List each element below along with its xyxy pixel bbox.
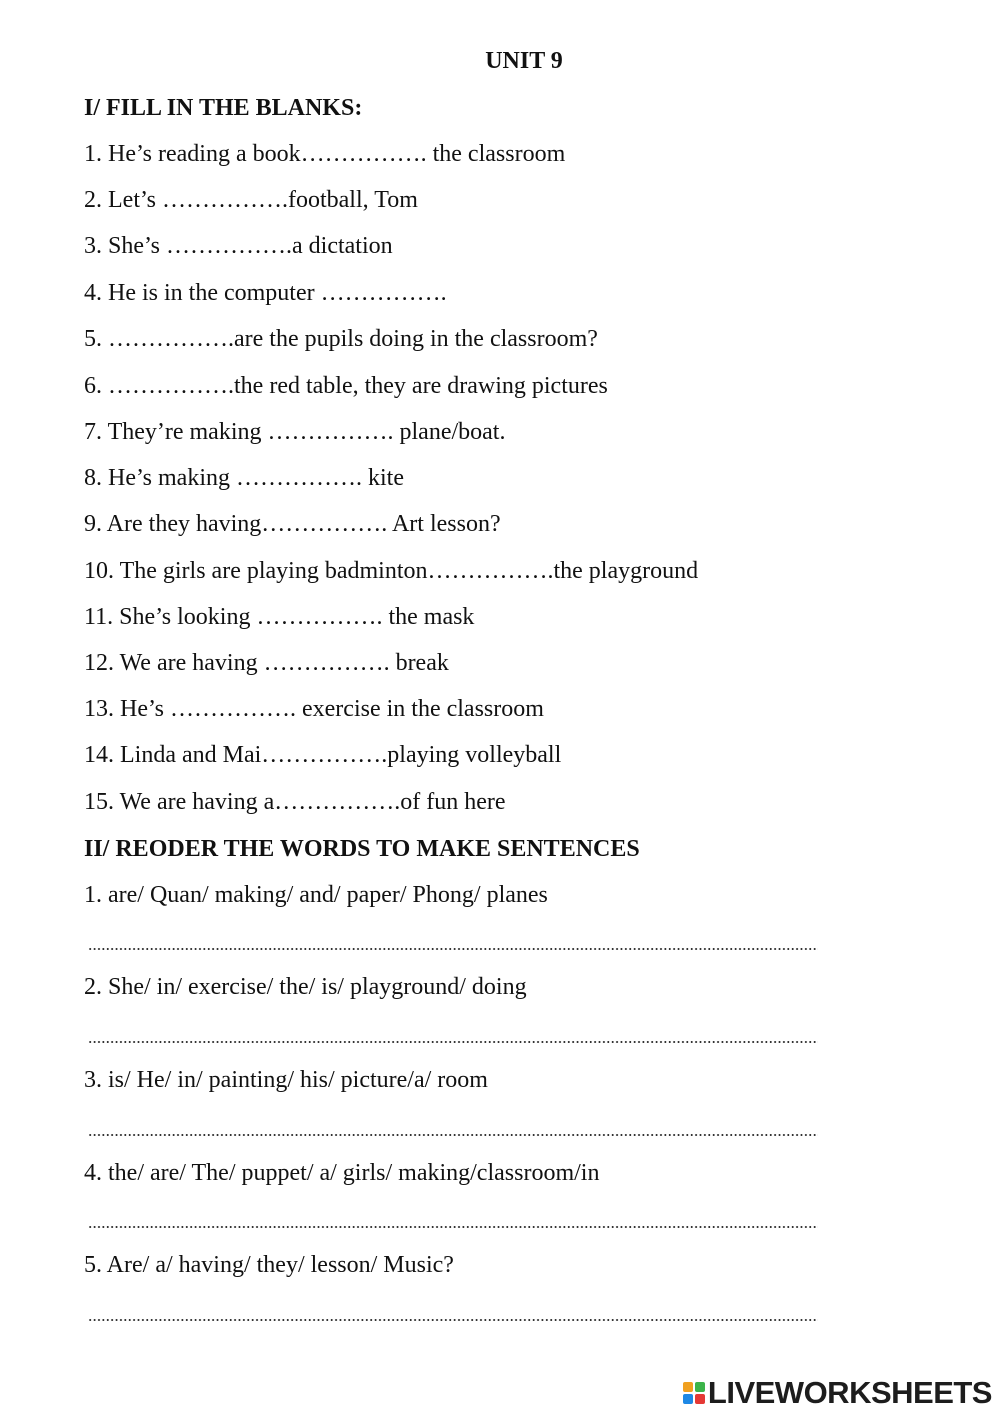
fill-blank-item: 6. …………….the red table, they are drawing pictures	[84, 373, 608, 399]
page-title: UNIT 9	[485, 48, 563, 74]
fill-blank-item: 14. Linda and Mai…………….playing volleyball	[84, 742, 562, 768]
answer-line[interactable]	[88, 1133, 818, 1137]
answer-line[interactable]	[88, 947, 818, 951]
logo-square	[683, 1394, 693, 1404]
fill-blank-item: 2. Let’s …………….football, Tom	[84, 187, 418, 213]
reorder-item: 1. are/ Quan/ making/ and/ paper/ Phong/ planes	[84, 882, 548, 908]
fill-blank-item: 5. …………….are the pupils doing in the classroom?	[84, 326, 598, 352]
fill-blank-item: 1. He’s reading a book……………. the classroom	[84, 141, 566, 167]
logo-square	[695, 1394, 705, 1404]
fill-blank-item: 11. She’s looking ……………. the mask	[84, 604, 475, 630]
logo-mark-icon	[683, 1382, 705, 1404]
fill-blank-item: 8. He’s making ……………. kite	[84, 465, 404, 491]
logo-square	[683, 1382, 693, 1392]
fill-blank-item: 3. She’s …………….a dictation	[84, 233, 393, 259]
fill-blank-item: 15. We are having a…………….of fun here	[84, 789, 506, 815]
fill-blank-item: 4. He is in the computer …………….	[84, 280, 447, 306]
answer-line[interactable]	[88, 1318, 818, 1322]
liveworksheets-logo	[683, 1375, 992, 1411]
logo-square	[695, 1382, 705, 1392]
fill-blank-item: 13. He’s ……………. exercise in the classroom	[84, 696, 544, 722]
fill-blank-item: 7. They’re making ……………. plane/boat.	[84, 419, 506, 445]
logo-text: LIVEWORKSHEETS	[707, 1375, 992, 1410]
section-2-heading: II/ REODER THE WORDS TO MAKE SENTENCES	[84, 836, 640, 862]
reorder-item: 2. She/ in/ exercise/ the/ is/ playground/ doing	[84, 974, 527, 1000]
fill-blank-item: 9. Are they having……………. Art lesson?	[84, 511, 501, 537]
section-1-heading: I/ FILL IN THE BLANKS:	[84, 95, 363, 121]
answer-line[interactable]	[88, 1225, 818, 1229]
reorder-item: 4. the/ are/ The/ puppet/ a/ girls/ making/classroom/in	[84, 1160, 600, 1186]
fill-blank-item: 12. We are having ……………. break	[84, 650, 449, 676]
fill-blank-item: 10. The girls are playing badminton…………….the playground	[84, 558, 699, 584]
answer-line[interactable]	[88, 1040, 818, 1044]
reorder-item: 3. is/ He/ in/ painting/ his/ picture/a/ room	[84, 1067, 488, 1093]
reorder-item: 5. Are/ a/ having/ they/ lesson/ Music?	[84, 1252, 454, 1278]
